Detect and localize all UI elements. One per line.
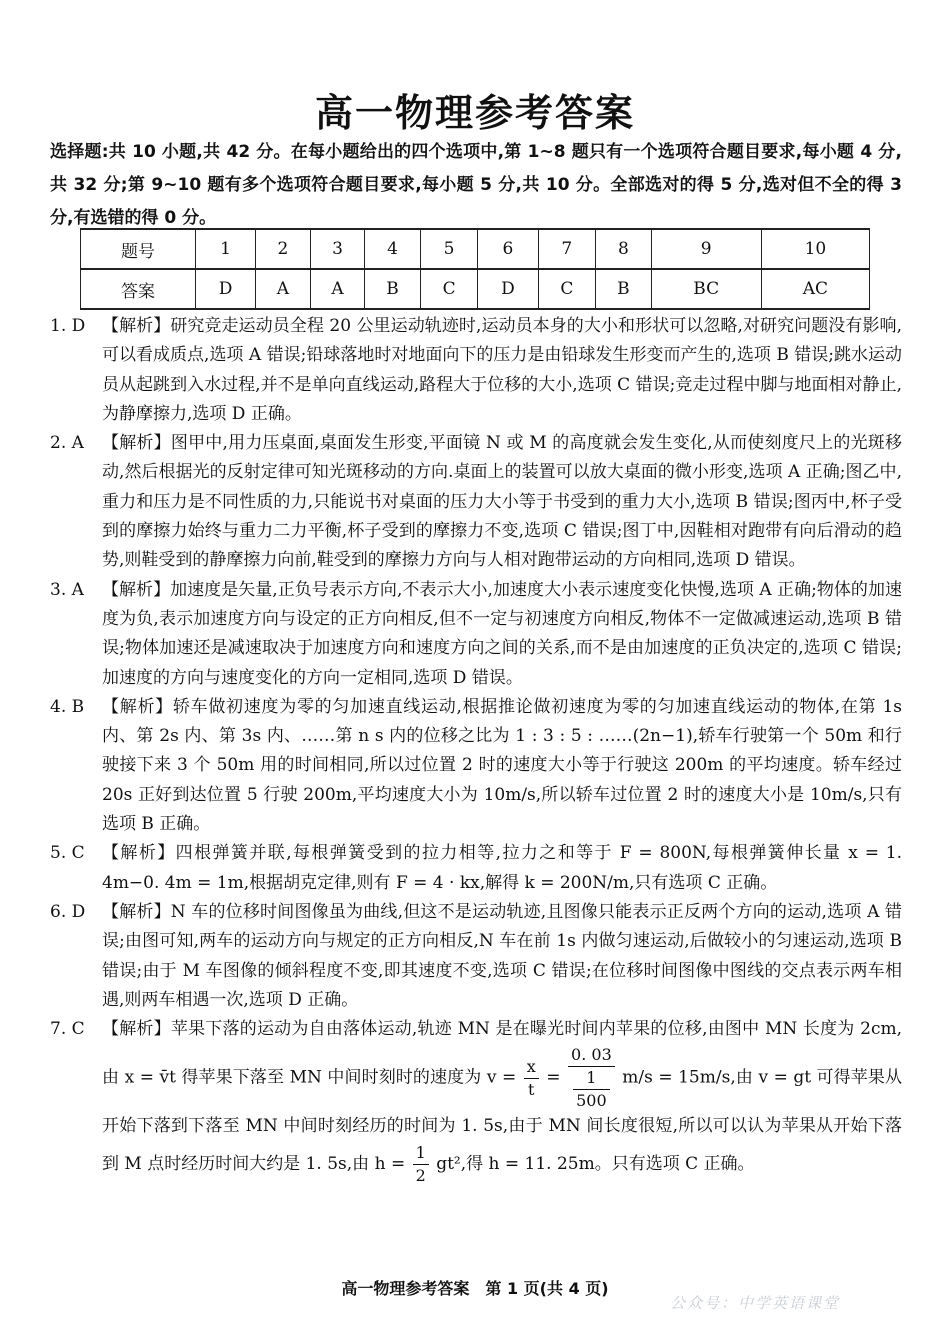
- question-number-cell: 7: [538, 229, 596, 269]
- answer-cell: C: [420, 269, 478, 309]
- answer-cell: A: [310, 269, 365, 309]
- fraction-numerator: 1: [413, 1142, 429, 1165]
- answer-cell: D: [196, 269, 256, 309]
- item7-text-part1: 【解析】苹果下落的运动为自由落体运动,轨迹 MN 是在曝光时间内苹果的位移,由图中 MN 长度为 2cm,由 x = v̄t 得苹果下落至 MN 中间时刻时的速度为 v =: [102, 1019, 902, 1088]
- answer-cell: D: [478, 269, 538, 309]
- item-number: 2. A: [50, 433, 84, 454]
- question-number-cell: 9: [651, 229, 761, 269]
- fraction-denominator: 500: [576, 1091, 607, 1111]
- item-number: 7. C: [50, 1019, 85, 1040]
- instructions-paragraph: 选择题:共 10 小题,共 42 分。在每小题给出的四个选项中,第 1~8 题只有一个选项符合题目要求,每小题 4 分,共 32 分;第 9~10 题有多个选项符合题目要求,每小题 5 分,共 10 分。全部选对的得 5 分,选对但不全的得 3 分,有选错的得 0 分。: [50, 142, 902, 228]
- explanation-item-2: [50, 429, 902, 575]
- fraction-denominator: t: [528, 1079, 535, 1099]
- explanation-item-6: [50, 898, 902, 1015]
- item-number: 3. A: [50, 579, 84, 600]
- fraction-numerator: 1: [573, 1067, 610, 1090]
- item-number: 6. D: [50, 901, 86, 922]
- item7-text-part2: m/s = 15m/s,由 v = gt 可得苹果从开始下落到下落至 MN 中间时刻经历的时间为 1. 5s,由于 MN 间长度很短,所以可以认为苹果从开始下落到 M 点时经历时间大约是 1. 5s,由 h =: [102, 1067, 902, 1174]
- row-label-answer: 答案: [81, 269, 196, 309]
- item-text: 【解析】加速度是矢量,正负号表示方向,不表示大小,加速度大小表示速度变化快慢,选项 A 正确;物体的加速度为负,表示加速度方向与设定的正方向相反,但不一定与初速度方向相反,物体不一定做减速运动,选项 B 错误;物体加速还是减速取决于加速度方向和速度方向之间的关系,而不是由加速度的正负决定的,选项 C 错误;加速度的方向与速度变化的方向一定相同,选项 D 错误。: [102, 579, 902, 688]
- item-text: [102, 1015, 902, 1187]
- fraction-numerator: x: [524, 1056, 539, 1079]
- item-text: 【解析】N 车的位移时间图像虽为曲线,但这不是运动轨迹,且图像只能表示正反两个方向的运动,选项 A 错误;由图可知,两车的运动方向与规定的正方向相反,N 车在前 1s 内做匀速运动,后做较小的匀速运动,选项 B 错误;由于 M 车图像的倾斜程度不变,即其速度不变,选项 C 错误;在位移时间图像中图线的交点表示两车相遇,则两车相遇一次,选项 D 正确。: [102, 901, 902, 1010]
- item-number: 4. B: [50, 696, 85, 717]
- explanation-item-4: [50, 693, 902, 839]
- fraction-x-over-t: [524, 1056, 539, 1101]
- item-number: 5. C: [50, 843, 85, 864]
- explanation-item-7: [50, 1015, 902, 1187]
- explanation-item-1: [50, 312, 902, 429]
- question-number-cell: 4: [365, 229, 420, 269]
- row-label-question: 题号: [81, 229, 196, 269]
- fraction-numerator: 0. 03: [568, 1044, 615, 1067]
- equals-sign: =: [546, 1067, 561, 1088]
- answer-cell: BC: [651, 269, 761, 309]
- answer-cell: B: [596, 269, 651, 309]
- answer-row: [81, 269, 870, 309]
- explanations: [50, 312, 902, 1187]
- answer-table: [80, 228, 870, 310]
- question-number-cell: 6: [478, 229, 538, 269]
- explanation-item-5: [50, 839, 902, 898]
- question-number-row: [81, 229, 870, 269]
- question-number-cell: 2: [256, 229, 311, 269]
- item-text: 【解析】研究竞走运动员全程 20 公里运动轨迹时,运动员本身的大小和形状可以忽略,对研究问题没有影响,可以看成质点,选项 A 错误;铅球落地时对地面向下的压力是由铅球发生形变而产生的,选项 B 错误;跳水运动员从起跳到入水过程,并不是单向直线运动,路程大于位移的大小,选项 C 错误;竞走过程中脚与地面相对静止,为静摩擦力,选项 D 正确。: [102, 316, 902, 424]
- answer-cell: B: [365, 269, 420, 309]
- explanation-item-3: [50, 576, 902, 693]
- item-text: 【解析】轿车做初速度为零的匀加速直线运动,根据推论做初速度为零的匀加速直线运动的物体,在第 1s 内、第 2s 内、第 3s 内、……第 n s 内的位移之比为 1 : 3 : 5 : ……(2n−1),轿车行驶第一个 50m 和行驶接下来 3 个 50m 用的时间相同,所以过位置 2 时的速度大小等于行驶这 200m 的平均速度。轿车经过 20s 正好到达位置 5 行驶 200m,平均速度大小为 10m/s,所以轿车过位置 2 时的速度大小是 10m/s,只有选项 B 正确。: [102, 696, 902, 835]
- item-number: 1. D: [50, 316, 86, 336]
- item7-text-part3: gt²,得 h = 11. 25m。只有选项 C 正确。: [436, 1153, 755, 1174]
- item-text: 【解析】四根弹簧并联,每根弹簧受到的拉力相等,拉力之和等于 F = 800N,每根弹簧伸长量 x = 1. 4m−0. 4m = 1m,根据胡克定律,则有 F = 4 · kx,解得 k = 200N/m,只有选项 C 正确。: [102, 843, 902, 893]
- item-text: 【解析】图甲中,用力压桌面,桌面发生形变,平面镜 N 或 M 的高度就会发生变化,从而使刻度尺上的光斑移动,然后根据光的反射定律可知光斑移动的方向.桌面上的装置可以放大桌面的微小形变,选项 A 正确;图乙中,重力和压力是不同性质的力,只能说书对桌面的压力大小等于书受到的重力大小,选项 B 错误;图丙中,杯子受到的摩擦力始终与重力二力平衡,杯子受到的摩擦力不变,选项 C 错误;图丁中,因鞋相对跑带有向后滑动的趋势,则鞋受到的静摩擦力向前,鞋受到的摩擦力方向与人相对跑带运动的方向相同,选项 D 错误。: [102, 433, 902, 571]
- nested-fraction: [573, 1067, 610, 1112]
- question-number-cell: 8: [596, 229, 651, 269]
- question-number-cell: 3: [310, 229, 365, 269]
- page-title: 高一物理参考答案: [314, 91, 635, 135]
- fraction-one-half: [413, 1142, 429, 1187]
- question-number-cell: 1: [196, 229, 256, 269]
- fraction-denominator: [568, 1067, 615, 1112]
- question-number-cell: 5: [420, 229, 478, 269]
- question-number-cell: 10: [761, 229, 869, 269]
- fraction-denominator: 2: [415, 1165, 426, 1185]
- answer-cell: AC: [761, 269, 869, 309]
- fraction-velocity: [568, 1044, 615, 1112]
- page-footer: 高一物理参考答案 第 1 页(共 4 页): [341, 1279, 609, 1298]
- answer-cell: C: [538, 269, 596, 309]
- watermark: 公众号：中学英语课堂: [670, 1294, 841, 1312]
- answer-cell: A: [256, 269, 311, 309]
